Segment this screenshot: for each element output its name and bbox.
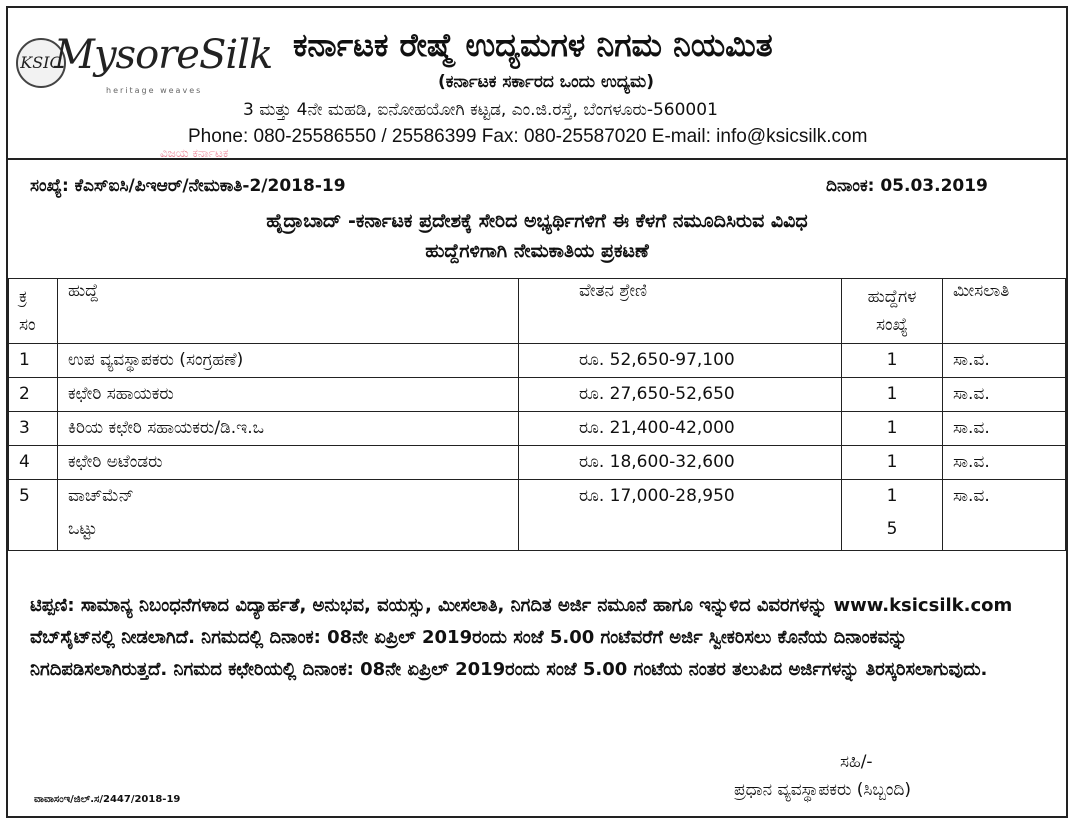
cell-post: ಕಿರಿಯ ಕಛೇರಿ ಸಹಾಯಕರು/ಡಿ.ಇ.ಒ [58,412,519,446]
cell-sl: 4 [9,446,58,480]
table-row [9,480,1066,551]
organization-name: ಕರ್ನಾಟಕ ರೇಷ್ಮೆ ಉದ್ಯಮಗಳ ನಿಗಮ ನಿಯಮಿತ [293,26,773,64]
cell-count: 1 [842,378,943,412]
table-header-row [9,279,1066,344]
cell-count: 1 [842,446,943,480]
cell-reservation: ಸಾ.ವ. [943,412,1066,446]
cell-reservation: ಸಾ.ವ. [943,344,1066,378]
cell-pay: ರೂ. 52,650-97,100 [519,344,842,378]
header-sl-line2: ಸಂ [19,315,36,335]
cell-sl: 1 [9,344,58,378]
notice-note: ಟಿಪ್ಪಣಿ: ಸಾಮಾನ್ಯ ನಿಬಂಧನೆಗಳಾದ ವಿದ್ಯಾರ್ಹತೆ, ಅನುಭವ, ವಯಸ್ಸು, ಮೀಸಲಾತಿ, ನಿಗದಿತ ಅರ್ಜಿ ನಮೂನೆ ಹಾಗೂ ಇನ್ನುಳಿದ ವಿವರಗಳನ್ನು www.ksicsilk.com ವೆಬ್‌ಸೈಟ್‌ನಲ್ಲಿ ನೀಡಲಾಗಿದೆ. ನಿಗಮದಲ್ಲಿ ದಿನಾಂಕ: 08ನೇ ಏಪ್ರಿಲ್ 2019ರಂದು ಸಂಜೆ 5.00 ಗಂಟೆವರೆಗೆ ಅರ್ಜಿ ಸ್ವೀಕರಿಸಲು ಕೊನೆಯ ದಿನಾಂಕವನ್ನು ನಿಗದಿಪಡಿಸಲಾಗಿರುತ್ತದೆ. ನಿಗಮದ ಕಛೇರಿಯಲ್ಲಿ ದಿನಾಂಕ: 08ನೇ ಏಪ್ರಿಲ್ 2019ರಂದು ಸಂಜೆ 5.00 ಗಂಟೆಯ ನಂತರ ತಲುಪಿದ ಅರ್ಜಿಗಳನ್ನು ತಿರಸ್ಕರಿಸಲಾಗುವುದು. [30,595,1013,680]
header-sl-line1: ಕ್ರ [19,287,28,307]
cell-sl: 5 [9,480,58,551]
header-post-count [842,279,943,344]
header-count-line1: ಹುದ್ದೆಗಳ [867,287,917,307]
cell-count: 1 [842,412,943,446]
table-row [9,446,1066,480]
header-sl-no [9,279,58,344]
cell-count: 1 [842,344,943,378]
table-row [9,412,1066,446]
mysore-silk-logo [16,26,273,106]
cell-sl: 2 [9,378,58,412]
logo-tagline: heritage weaves [106,86,203,95]
letterhead [8,8,1066,160]
signatory-designation: ಪ್ರಧಾನ ವ್ಯವಸ್ಥಾಪಕರು (ಸಿಬ್ಬಂದಿ) [734,780,912,800]
header-reservation: ಮೀಸಲಾತಿ [943,279,1066,344]
cell-pay: ರೂ. 17,000-28,950 [519,480,842,551]
header-pay-scale: ವೇತನ ಶ್ರೇಣಿ [519,279,842,344]
total-count: 5 [886,519,898,539]
header-post: ಹುದ್ದೆ [58,279,519,344]
ksic-badge-icon: KSIC [16,38,66,88]
organization-subtitle: (ಕರ್ನಾಟಕ ಸರ್ಕಾರದ ಒಂದು ಉದ್ಯಮ) [438,72,654,92]
total-label: ಒಟ್ಟು [68,519,98,539]
header-count-line2: ಸಂಖ್ಯೆ [876,315,908,335]
organization-address: 3 ಮತ್ತು 4ನೇ ಮಹಡಿ, ಐನೋಹಯೋಗಿ ಕಟ್ಟಡ, ಎಂ.ಜಿ.ರಸ್ತೆ, ಬೆಂಗಳೂರು-560001 [243,100,718,120]
notice-date: ದಿನಾಂಕ: 05.03.2019 [826,176,988,196]
cell-post: ಕಛೇರಿ ಸಹಾಯಕರು [58,378,519,412]
table-row [9,344,1066,378]
cell-pay: ರೂ. 21,400-42,000 [519,412,842,446]
cell-reservation: ಸಾ.ವ. [943,480,1066,551]
advertisement-sheet [6,6,1068,818]
cell-post-text: ವಾಚ್‌ಮೆನ್ [68,486,134,506]
notice-title-line2: ಹುದ್ದೆಗಳಿಗಾಗಿ ನೇಮಕಾತಿಯ ಪ್ರಕಟಣೆ [425,240,649,262]
cell-reservation: ಸಾ.ವ. [943,378,1066,412]
cell-post: ಉಪ ವ್ಯವಸ್ಥಾಪಕರು (ಸಂಗ್ರಹಣೆ) [58,344,519,378]
cell-pay: ರೂ. 18,600-32,600 [519,446,842,480]
cell-reservation: ಸಾ.ವ. [943,446,1066,480]
cell-count-text: 1 [886,486,898,506]
signature-mark: ಸಹಿ/- [840,752,873,772]
reference-number: ಸಂಖ್ಯೆ: ಕೆಎಸ್‌ಐಸಿ/ಪಿಇಆರ್/ನೇಮಕಾತಿ-2/2018-19 [30,176,346,196]
newspaper-watermark: ವಿಜಯ ಕರ್ನಾಟಕ [160,146,229,160]
dipr-code: ವಾವಾಸಂಇ/ಜಿಲ್.ಸ/2447/2018-19 [34,794,181,805]
organization-contact: Phone: 080-25586550 / 25586399 Fax: 080-25587020 E-mail: info@ksicsilk.com [188,126,868,147]
logo-wordmark: MysoreSilk [54,32,273,78]
notice-title-line1: ಹೈದ್ರಾಬಾದ್ -ಕರ್ನಾಟಕ ಪ್ರದೇಶಕ್ಕೆ ಸೇರಿದ ಅಭ್ಯರ್ಥಿಗಳಿಗೆ ಈ ಕೆಳಗೆ ನಮೂದಿಸಿರುವ ವಿವಿಧ [266,210,808,232]
cell-post: ಕಛೇರಿ ಅಟೆಂಡರು [58,446,519,480]
cell-sl: 3 [9,412,58,446]
cell-count [842,480,943,551]
vacancy-table [8,278,1066,551]
cell-post [58,480,519,551]
cell-pay: ರೂ. 27,650-52,650 [519,378,842,412]
table-row [9,378,1066,412]
